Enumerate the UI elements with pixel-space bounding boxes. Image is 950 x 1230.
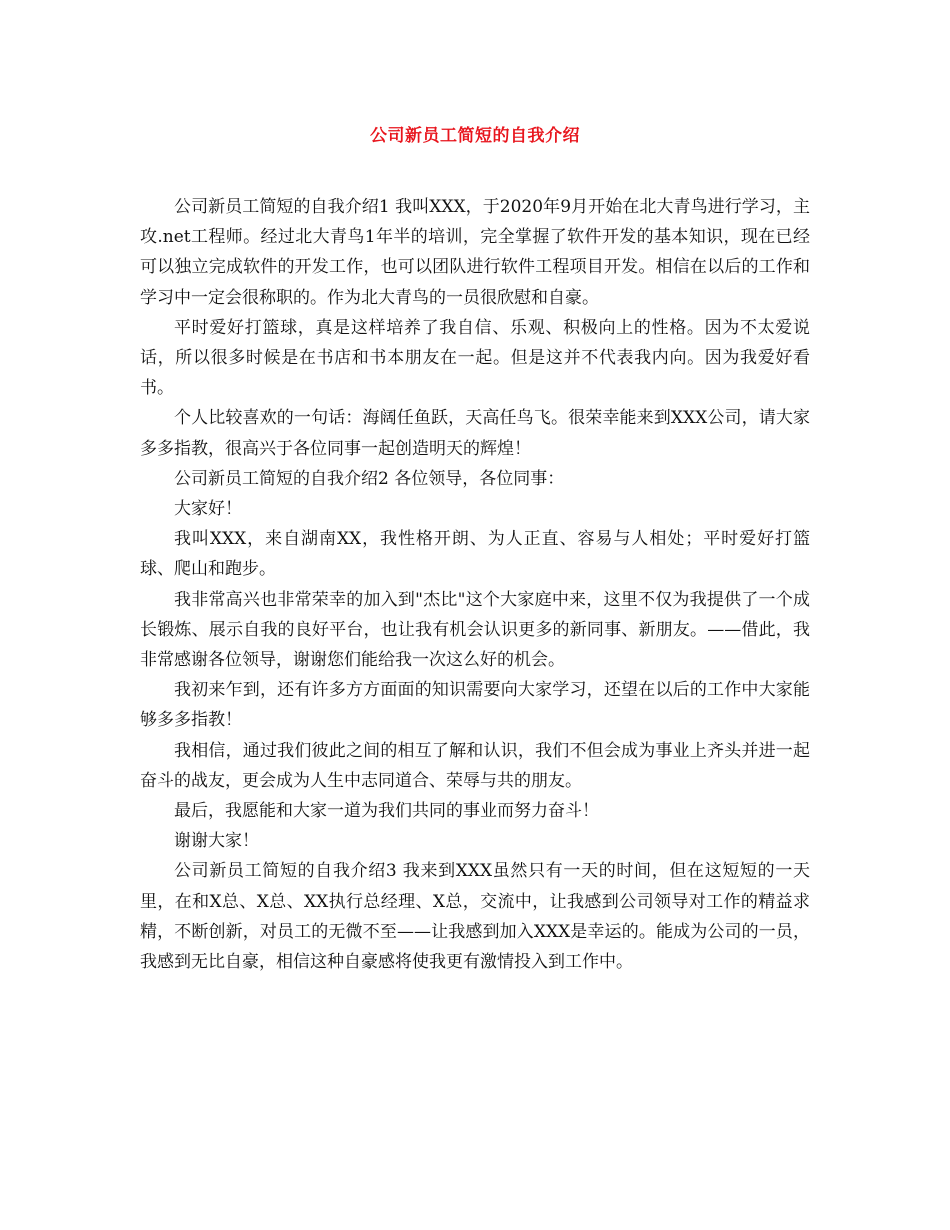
paragraph: 我初来乍到，还有许多方方面面的知识需要向大家学习，还望在以后的工作中大家能够多多指教！ <box>140 680 810 731</box>
document-body <box>140 192 810 977</box>
paragraph: 公司新员工简短的自我介绍1 我叫XXX，于2020年9月开始在北大青鸟进行学习，主攻.net工程师。经过北大青鸟1年半的培训，完全掌握了软件开发的基本知识，现在已经可以独立完成软件的开发工作，也可以团队进行软件工程项目开发。相信在以后的工作和学习中一定会很称职的。作为北大青鸟的一员很欣慰和自豪。 <box>140 197 810 308</box>
paragraph: 公司新员工简短的自我介绍2 各位领导，各位同事： <box>174 468 565 489</box>
paragraph: 平时爱好打篮球，真是这样培养了我自信、乐观、积极向上的性格。因为不太爱说话，所以很多时候是在书店和书本朋友在一起。但是这并不代表我内向。因为我爱好看书。 <box>140 317 810 399</box>
paragraph: 公司新员工简短的自我介绍3 我来到XXX虽然只有一天的时间，但在这短短的一天里，在和X总、X总、XX执行总经理、X总，交流中，让我感到公司领导对工作的精益求精，不断创新，对员工的无微不至——让我感到加入XXX是幸运的。能成为公司的一员，我感到无比自豪，相信这种自豪感将使我更有激情投入到工作中。 <box>140 861 810 973</box>
paragraph: 我叫XXX，来自湖南XX，我性格开朗、为人正直、容易与人相处；平时爱好打篮球、爬山和跑步。 <box>140 529 810 580</box>
paragraph: 个人比较喜欢的一句话：海阔任鱼跃，天高任鸟飞。很荣幸能来到XXX公司，请大家多多指教，很高兴于各位同事一起创造明天的辉煌！ <box>140 408 810 459</box>
paragraph: 我非常高兴也非常荣幸的加入到"杰比"这个大家庭中来，这里不仅为我提供了一个成长锻炼、展示自我的良好平台，也让我有机会认识更多的新同事、新朋友。——借此，我非常感谢各位领导，谢谢您们能给我一次这么好的机会。 <box>140 589 810 671</box>
paragraph: 我相信，通过我们彼此之间的相互了解和认识，我们不但会成为事业上齐头并进一起奋斗的战友，更会成为人生中志同道合、荣辱与共的朋友。 <box>140 740 810 791</box>
document-title: 公司新员工简短的自我介绍 <box>370 126 580 146</box>
paragraph: 谢谢大家！ <box>174 831 259 852</box>
paragraph: 大家好！ <box>174 499 242 520</box>
paragraph: 最后，我愿能和大家一道为我们共同的事业而努力奋斗！ <box>174 801 599 822</box>
